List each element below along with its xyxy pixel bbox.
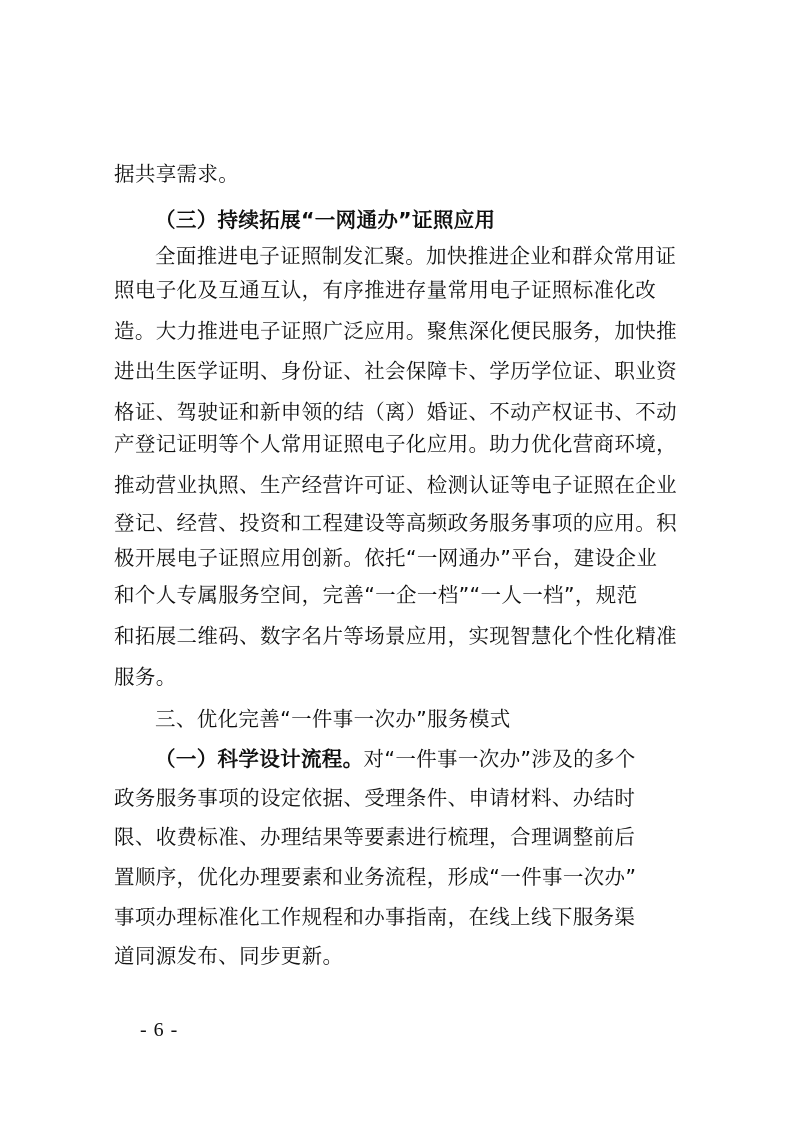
paragraph-line: 登记、经营、投资和工程建设等高频政务服务事项的应用。积	[114, 511, 677, 535]
paragraph-line: 道同源发布、同步更新。	[114, 944, 344, 968]
section-heading: （三）持续拓展“一网通办”证照应用	[155, 208, 496, 232]
paragraph-line: 置顺序，优化办理要素和业务流程，形成“一件事一次办”	[114, 865, 637, 889]
paragraph-line: 照电子化及互通互认，有序推进存量常用电子证照标准化改	[114, 278, 657, 302]
paragraph-line: 服务。	[114, 665, 177, 689]
paragraph-line: 造。大力推进电子证照广泛应用。聚焦深化便民服务，加快推	[114, 319, 677, 343]
section-heading: 三、优化完善“一件事一次办”服务模式	[155, 707, 511, 731]
paragraph-line: 和个人专属服务空间，完善“一企一档”“一人一档”，规范	[114, 583, 638, 607]
paragraph-line: 和拓展二维码、数字名片等场景应用，实现智慧化个性化精准	[114, 624, 677, 648]
paragraph-line: 格证、驾驶证和新申领的结（离）婚证、不动产权证书、不动	[114, 400, 677, 424]
paragraph-line	[155, 744, 636, 774]
paragraph-text: 对“一件事一次办”涉及的多个	[363, 747, 636, 771]
subsection-title: （一）科学设计流程。	[155, 747, 364, 771]
paragraph-line: 极开展电子证照应用创新。依托“一网通办”平台，建设企业	[114, 546, 658, 570]
paragraph-line: 进出生医学证明、身份证、社会保障卡、学历学位证、职业资	[114, 359, 677, 383]
page-number: - 6 -	[140, 1019, 179, 1041]
paragraph-line: 限、收费标准、办理结果等要素进行梳理，合理调整前后	[114, 825, 636, 849]
paragraph-line: 全面推进电子证照制发汇聚。加快推进企业和群众常用证	[155, 244, 677, 268]
paragraph-line: 政务服务事项的设定依据、受理条件、申请材料、办结时	[114, 786, 636, 810]
paragraph-line: 产登记证明等个人常用证照电子化应用。助力优化营商环境，	[114, 432, 677, 456]
paragraph-line: 事项办理标准化工作规程和办事指南，在线上线下服务渠	[114, 905, 636, 929]
paragraph-line: 据共享需求。	[114, 162, 240, 186]
paragraph-line: 推动营业执照、生产经营许可证、检测认证等电子证照在企业	[114, 473, 677, 497]
